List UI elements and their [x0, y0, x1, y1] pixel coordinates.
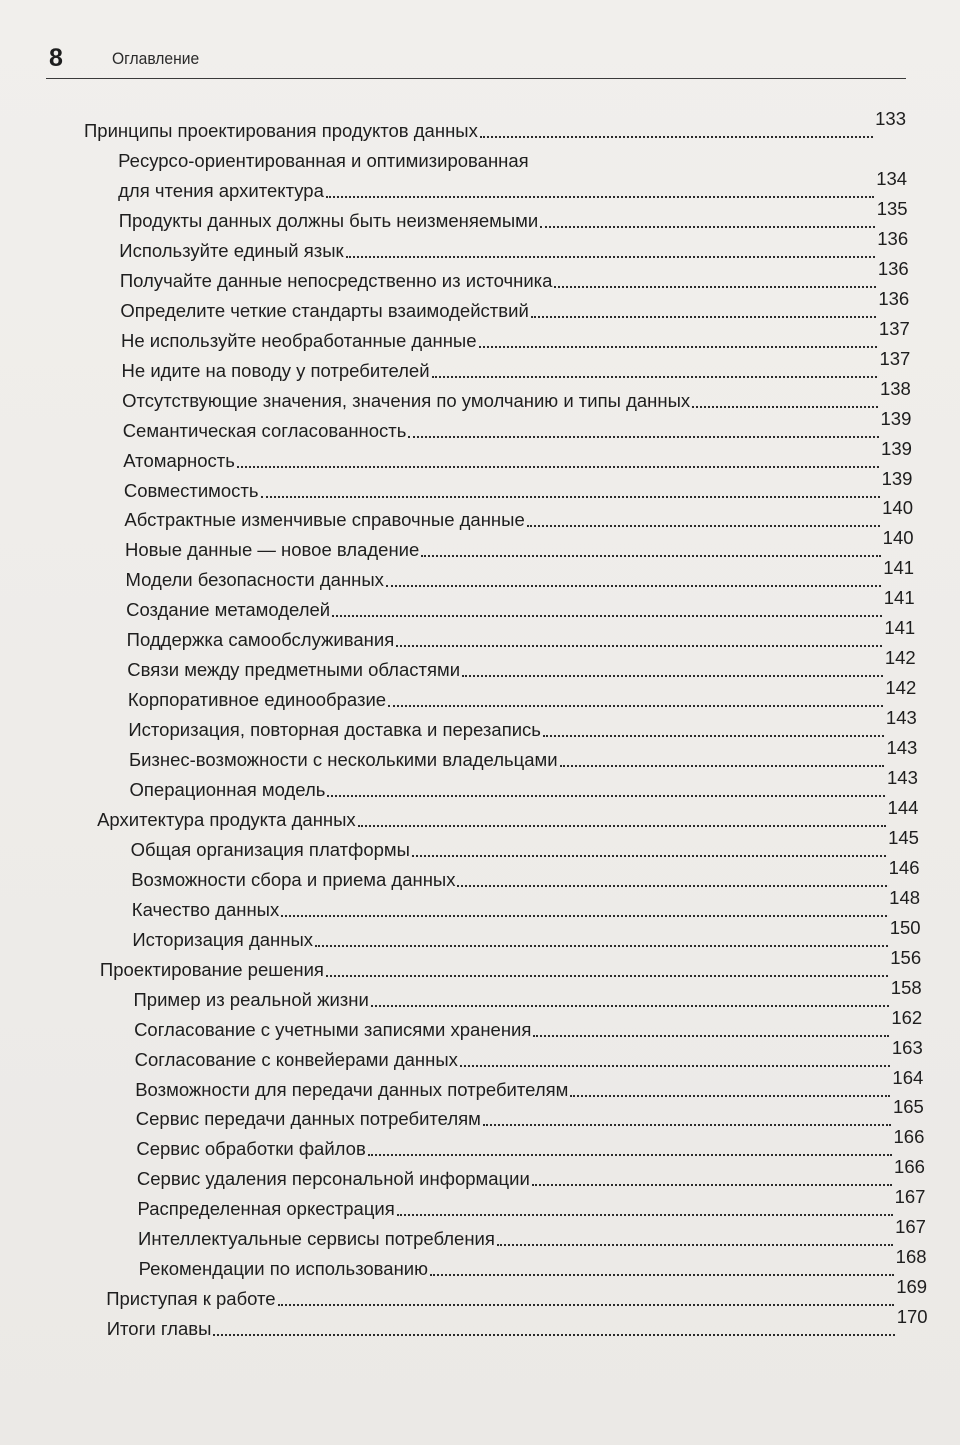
toc-entry-title: Не используйте необработанные данные: [120, 329, 477, 351]
toc-entry-page: 141: [883, 587, 915, 609]
page-header: [46, 40, 906, 79]
toc-entry-title: Итоги главы: [106, 1318, 212, 1340]
toc-subsection-entry: [125, 557, 915, 591]
toc-entry-title: Согласование с учетными записями хранения: [134, 1018, 532, 1040]
toc-entry-title: Качество данных: [131, 898, 280, 920]
toc-section-entry: [106, 1276, 928, 1310]
toc-entry-title: Согласование с конвейерами данных: [134, 1048, 458, 1070]
toc-entry-title: Отсутствующие значения, значения по умолчанию и типы данных: [122, 389, 691, 411]
toc-entry-page: 135: [876, 197, 908, 219]
toc-entry-title: Историзация данных: [132, 928, 314, 950]
toc-entry-page: 139: [880, 407, 912, 429]
toc-entry-title: Историзация, повторная доставка и перезапись: [128, 719, 541, 741]
dot-leader: [327, 789, 885, 797]
toc-entry-title: Корпоративное единообразие: [127, 689, 387, 711]
toc-subsection-entry: [122, 377, 911, 412]
dot-leader: [527, 519, 880, 527]
dot-leader: [692, 400, 878, 408]
toc-entry-page: 141: [883, 557, 915, 579]
toc-entry-title: Не идите на поводу у потребителей: [121, 359, 430, 381]
toc-subsection-entry: [137, 1186, 926, 1220]
toc-subsection-entry: [135, 1066, 924, 1101]
dot-leader: [457, 879, 886, 887]
toc-entry-page: 136: [877, 257, 909, 279]
toc-subsection-entry: [130, 826, 919, 861]
dot-leader: [326, 969, 888, 977]
toc-subsection-entry: [119, 227, 909, 262]
toc-entry-page: 136: [877, 227, 909, 249]
toc-entry-page: 142: [884, 647, 916, 669]
dot-leader: [540, 220, 875, 228]
toc-entry-page: 168: [895, 1246, 927, 1268]
dot-leader: [532, 1178, 892, 1186]
toc-subsection-entry: [124, 497, 914, 531]
toc-subsection-entry: [136, 1126, 925, 1160]
toc-entry-title: Поддержка самообслуживания: [126, 629, 395, 651]
toc-subsection-entry: [134, 1006, 923, 1041]
dot-leader: [554, 280, 875, 288]
toc-entry-page: 162: [891, 1006, 923, 1028]
toc-entry-page: 164: [892, 1066, 924, 1088]
toc-subsection-entry: [131, 856, 920, 891]
toc-subsection-entry: [126, 587, 915, 621]
dot-leader: [531, 310, 877, 318]
toc-entry-title: Модели безопасности данных: [125, 569, 384, 591]
toc-entry-page: 143: [885, 707, 917, 729]
dot-leader: [533, 1029, 889, 1037]
toc-entry-page: 144: [887, 796, 919, 818]
toc-entry-title-line: Ресурсо-ориентированная и оптимизированная: [118, 150, 529, 171]
toc-section-entry: [84, 108, 906, 142]
dot-leader: [483, 1118, 891, 1126]
toc-entry-title: Операционная модель: [129, 779, 326, 800]
dot-leader: [278, 1298, 895, 1306]
toc-entry-title: Распределенная оркестрация: [137, 1198, 395, 1220]
toc-entry-title: Семантическая согласованность: [122, 419, 407, 441]
dot-leader: [480, 130, 873, 138]
toc-entry-title: Возможности для передачи данных потребителям: [135, 1078, 569, 1100]
dot-leader: [237, 460, 879, 468]
toc-subsection-entry: [124, 527, 914, 561]
toc-entry-title: Проектирование решения: [99, 958, 324, 980]
toc-entry-title: Возможности сбора и приема данных: [131, 868, 456, 890]
toc-subsection-entry: [136, 1156, 925, 1190]
dot-leader: [408, 430, 878, 438]
toc-entry-title: Архитектура продукта данных: [97, 808, 356, 830]
toc-entry-page: 167: [894, 1186, 926, 1208]
toc-entry-title: Сервис передачи данных потребителям: [135, 1108, 481, 1130]
toc-subsection-entry: [126, 617, 916, 651]
dot-leader: [412, 849, 886, 857]
toc-subsection-entry: [118, 197, 908, 232]
toc-section-entry: [106, 1306, 928, 1340]
toc-entry-title: Принципы проектирования продуктов данных: [84, 120, 478, 141]
page-number: 8: [49, 44, 63, 72]
dot-leader: [560, 759, 885, 767]
dot-leader: [386, 579, 881, 587]
toc-entry-page: 165: [892, 1096, 924, 1118]
toc-entry-title: Приступая к работе: [106, 1288, 276, 1310]
toc-entry-title: Абстрактные изменчивые справочные данные: [124, 509, 525, 531]
toc-entry-page: 145: [888, 826, 919, 848]
toc-entry-title: Используйте единый язык: [119, 239, 344, 261]
dot-leader: [281, 909, 887, 917]
toc-subsection-entry: [127, 677, 917, 711]
dot-leader: [315, 939, 888, 947]
dot-leader: [346, 250, 876, 258]
dot-leader: [261, 490, 880, 498]
dot-leader: [460, 1059, 890, 1067]
toc-subsection-entry: [118, 168, 908, 202]
toc-entry-page: 141: [884, 617, 916, 639]
toc-subsection-entry: [123, 467, 913, 502]
toc-entry-title: для чтения архитектура: [118, 180, 324, 201]
toc-entry-page: 134: [876, 168, 908, 189]
toc-entry-page: 140: [882, 497, 914, 519]
toc-subsection-entry: [128, 707, 917, 741]
toc-subsection-entry: [119, 257, 909, 292]
dot-leader: [358, 819, 886, 827]
toc-subsection-entry: [122, 407, 912, 442]
dot-leader: [326, 190, 874, 198]
dot-leader: [371, 999, 889, 1007]
toc-entry-page: 143: [887, 767, 918, 788]
toc-entry-title: Сервис удаления персональной информации: [136, 1168, 530, 1190]
toc-subsection-entry: [128, 737, 918, 771]
toc-entry-title: Связи между предметными областями: [127, 659, 461, 681]
toc-entry-page: 143: [886, 737, 918, 759]
toc-subsection-entry: [134, 1036, 923, 1071]
toc-subsection-entry: [127, 647, 916, 681]
toc-entry-page: 170: [896, 1306, 928, 1328]
toc-subsection-entry: [138, 1216, 926, 1250]
toc-subsection-entry: [135, 1096, 924, 1130]
dot-leader: [397, 1208, 893, 1216]
toc-entry-title: Создание метамоделей: [126, 599, 331, 621]
toc-entry-page: 146: [888, 856, 920, 878]
toc-subsection-entry: [123, 437, 912, 472]
dot-leader: [213, 1328, 894, 1336]
dot-leader: [332, 609, 882, 617]
dot-leader: [368, 1148, 892, 1156]
toc-entry-page: 163: [891, 1036, 923, 1058]
toc-entry-title: Интеллектуальные сервисы потребления: [138, 1228, 495, 1250]
toc-entry-title: Определите четкие стандарты взаимодействий: [120, 299, 529, 321]
toc-entry-page: 139: [881, 437, 912, 459]
toc-subsection-entry: [131, 886, 921, 921]
toc-entry-page: 156: [890, 946, 922, 968]
toc-entry-page: 142: [885, 677, 917, 699]
toc-entry-title: Пример из реальной жизни: [133, 988, 369, 1010]
dot-leader: [430, 1268, 894, 1276]
toc-entry-page: 150: [889, 916, 921, 938]
toc-entry-page: 136: [878, 287, 910, 309]
toc-entry-title: Продукты данных должны быть неизменяемыми: [118, 209, 539, 231]
dot-leader: [570, 1089, 890, 1097]
toc-entry-page: 148: [889, 886, 921, 908]
toc-entry-page: 169: [896, 1276, 928, 1298]
toc-entry-title: Получайте данные непосредственно из источника: [119, 269, 553, 291]
dot-leader: [497, 1238, 893, 1246]
toc-entry-title: Сервис обработки файлов: [136, 1138, 366, 1160]
dot-leader: [462, 669, 883, 677]
toc-entry-title: Бизнес-возможности с несколькими владельцами: [128, 749, 558, 771]
toc-entry-page: 167: [895, 1216, 926, 1238]
toc-entry-page: 133: [875, 108, 906, 129]
toc-subsection-entry: [138, 1246, 927, 1280]
toc-entry-page: 140: [882, 527, 914, 549]
toc-subsection-entry: [132, 916, 921, 951]
toc-entry-page: 139: [881, 467, 913, 489]
toc-entry-title: Атомарность: [123, 449, 235, 471]
toc-subsection-entry: [121, 347, 911, 382]
dot-leader: [421, 549, 880, 557]
dot-leader: [543, 729, 884, 737]
running-head: Оглавление: [112, 49, 200, 68]
toc-section-entry: [99, 946, 922, 981]
dot-leader: [479, 340, 877, 348]
toc-subsection-entry: [129, 767, 918, 801]
toc-entry-title: Новые данные — новое владение: [124, 539, 420, 561]
toc-subsection-entry: [133, 976, 922, 1011]
toc-entry-title: Рекомендации по использованию: [138, 1258, 429, 1280]
dot-leader: [388, 699, 883, 707]
toc-entry-page: 138: [879, 377, 911, 399]
dot-leader: [432, 370, 878, 378]
toc-section-entry: [97, 796, 919, 831]
toc-entry-page: 137: [879, 347, 911, 369]
toc-entry-page: 166: [894, 1156, 925, 1178]
toc-entry-page: 158: [890, 976, 922, 998]
dot-leader: [396, 639, 882, 647]
toc-subsection-entry: [120, 287, 910, 322]
toc-entry-title: Совместимость: [123, 479, 259, 501]
toc-entry-title: Общая организация платформы: [130, 838, 410, 860]
toc-entry-page: 137: [878, 317, 910, 339]
toc-entry-page: 166: [893, 1126, 925, 1148]
toc-subsection-entry: [120, 317, 910, 352]
